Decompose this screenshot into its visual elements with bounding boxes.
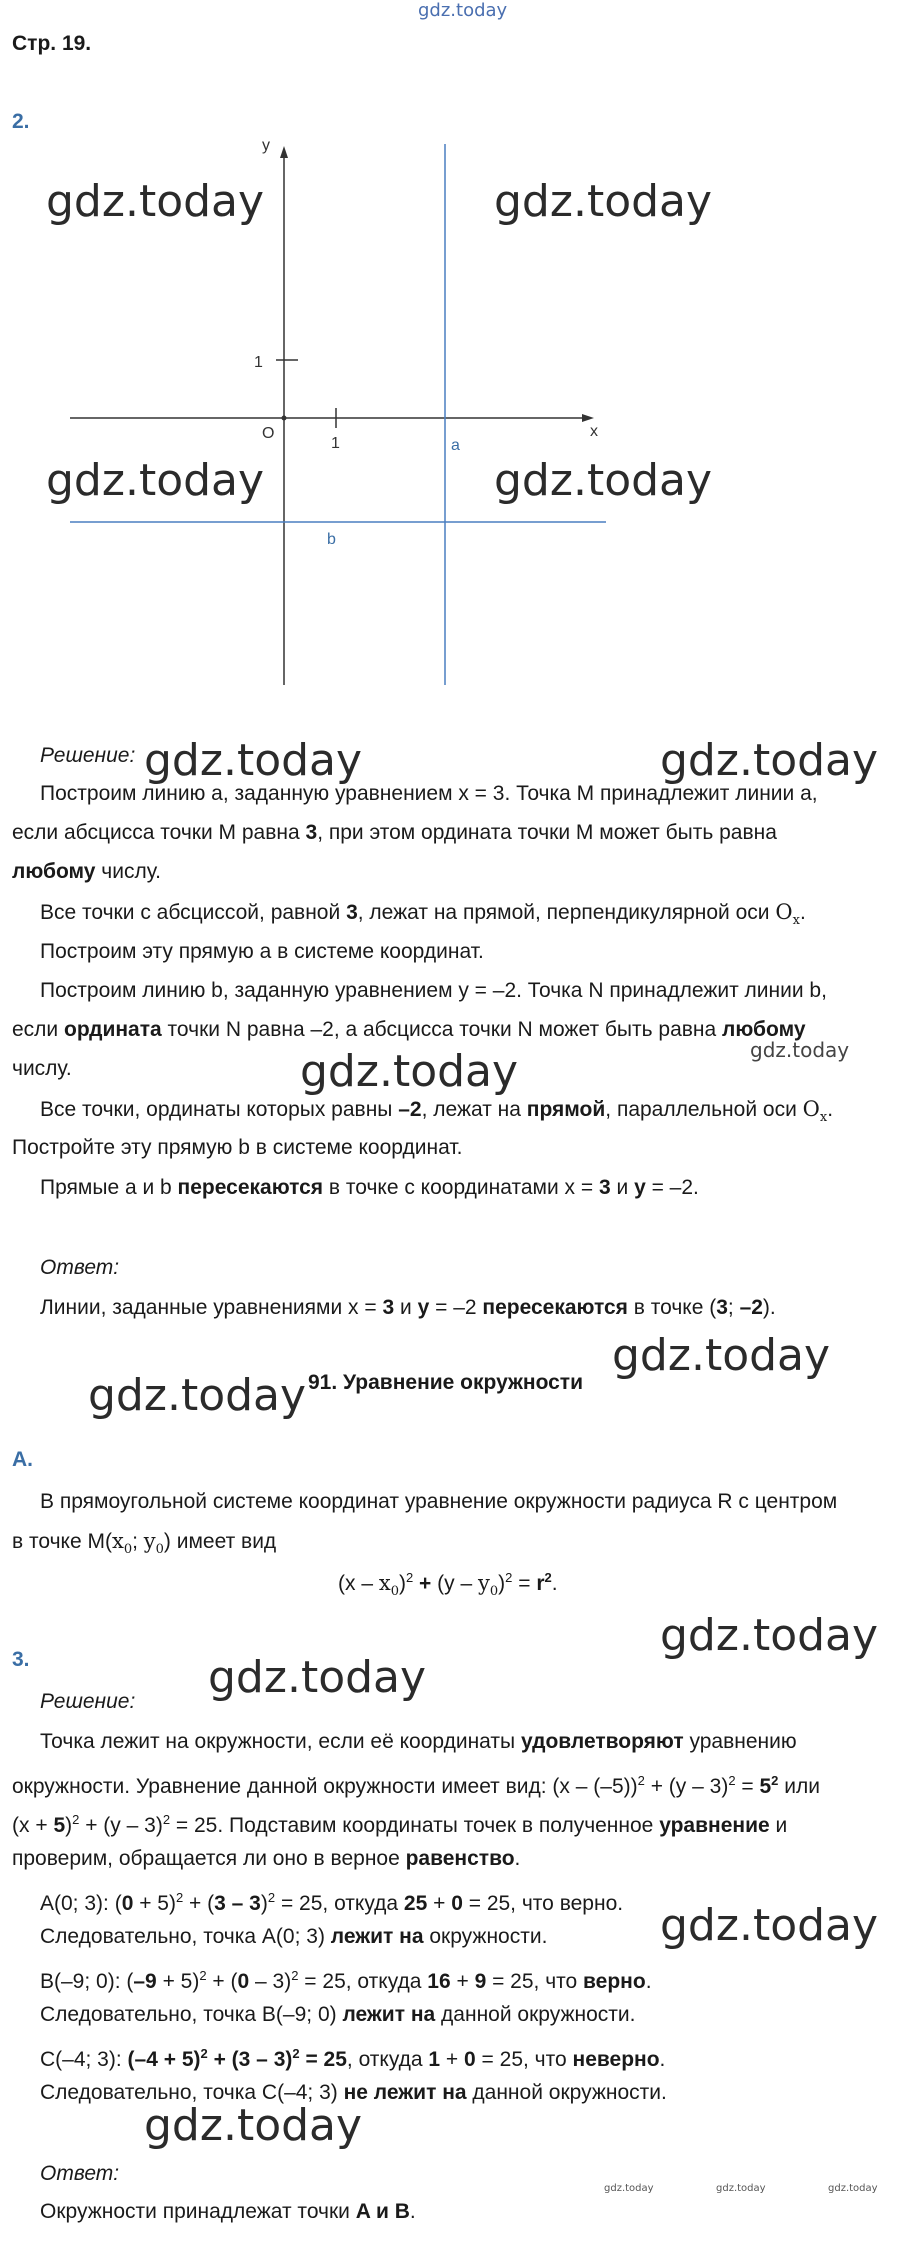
watermark: gdz.today (88, 1370, 307, 1421)
t3-point-b-result: Следовательно, точка B(–9; 0) лежит на данной окружности. (40, 2003, 636, 2026)
t2-para1-line1: Построим линию a, заданную уравнением x = 3. Точка M принадлежит линии a, (40, 782, 818, 805)
x-axis-arrow (582, 414, 594, 422)
watermark: gdz.today (46, 176, 265, 227)
t2-para5: Все точки, ординаты которых равны –2, лежат на прямой, параллельной оси $O_x$. (40, 1097, 834, 1126)
task-a-number: A. (12, 1448, 33, 1471)
t2-para4-line1: Построим линию b, заданную уравнением y = –2. Точка N принадлежит линии b, (40, 979, 827, 1002)
page-label: Стр. 19. (12, 32, 92, 55)
t2-para4-line3: числу. (12, 1057, 72, 1080)
watermark: gdz.today (604, 2183, 654, 2194)
origin-point (282, 416, 287, 421)
t3-line4: проверим, обращается ли оно в верное равенство. (12, 1847, 521, 1870)
watermark: gdz.today (208, 1652, 427, 1703)
t3-line1: Точка лежит на окружности, если её координаты удовлетворяют уравнению (40, 1730, 797, 1753)
task-3-number: 3. (12, 1648, 30, 1671)
circle-formula: $(x - x_0)^2 + (y - y_0)^2 = r^2$. (338, 1570, 558, 1600)
answer-label: Ответ: (40, 1256, 120, 1279)
t2-para4-line2: если ордината точки N равна –2, а абсцисса точки N может быть равна любому (12, 1018, 806, 1041)
watermark: gdz.today (144, 735, 363, 786)
line-a-label: a (451, 437, 460, 454)
watermark: gdz.today (660, 1610, 879, 1661)
t3-point-c-check: C(–4; 3): $(-4 + 5)^2 + (3 - 3)^2 = 25$, откуда 1 + 0 = 25, что неверно. (40, 2046, 666, 2071)
t2-answer: Линии, заданные уравнениями x = 3 и y = –2 пересекаются в точке (3; –2). (40, 1296, 776, 1319)
t2-para2: Все точки с абсциссой, равной 3, лежат на прямой, перпендикулярной оси $O_x$. (40, 900, 806, 929)
line-b-label: b (327, 531, 336, 548)
t2-para7: Прямые a и b пересекаются в точке с координатами x = 3 и y = –2. (40, 1176, 699, 1199)
watermark: gdz.today (750, 1038, 850, 1062)
task-2-number: 2. (12, 110, 30, 133)
t3-line2: окружности. Уравнение данной окружности имеет вид: $(x - (-5))^2 + (y - 3)^2 = 5^2$ или (12, 1773, 820, 1798)
y-axis-arrow (280, 146, 288, 158)
watermark: gdz.today (144, 2100, 363, 2151)
y-axis-label: y (262, 137, 270, 154)
t3-point-c-result: Следовательно, точка C(–4; 3) не лежит на данной окружности. (40, 2081, 667, 2104)
t3-answer: Окружности принадлежат точки A и B. (40, 2200, 416, 2223)
ta-line2: в точке $M(x_0$; $y_0$) имеет вид (12, 1529, 277, 1558)
watermark: gdz.today (494, 455, 713, 506)
t3-solution-label: Решение: (40, 1690, 136, 1713)
watermark: gdz.today (300, 1046, 519, 1097)
t2-para3: Построим эту прямую a в системе координат. (40, 940, 484, 963)
t3-point-a-result: Следовательно, точка A(0; 3) лежит на окружности. (40, 1925, 548, 1948)
t3-point-a-check: A(0; 3): $(0 + 5)^2 + (3 - 3)^2 = 25$, откуда 25 + 0 = 25, что верно. (40, 1890, 624, 1915)
top-watermark: gdz.today (418, 0, 508, 21)
watermark: gdz.today (612, 1330, 831, 1381)
t3-line3: $(x + 5)^2 + (y - 3)^2 = 25$. Подставим координаты точек в полученное уравнение и (12, 1812, 788, 1837)
t2-para1-line2: если абсцисса точки M равна 3, при этом ордината точки M может быть равна (12, 821, 777, 844)
x-one-label: 1 (331, 435, 340, 452)
t3-answer-label: Ответ: (40, 2162, 120, 2185)
ta-line1: В прямоугольной системе координат уравнение окружности радиуса R с центром (40, 1490, 838, 1513)
solution-label: Решение: (40, 744, 136, 767)
t3-point-b-check: B(–9; 0): $(-9 + 5)^2 + (0 - 3)^2 = 25$, откуда 16 + 9 = 25, что верно. (40, 1968, 652, 1993)
t2-para1-line3: любому числу. (12, 860, 161, 883)
watermark: gdz.today (828, 2183, 878, 2194)
watermark: gdz.today (46, 455, 265, 506)
t2-para6: Постройте эту прямую b в системе координат. (12, 1136, 463, 1159)
section-title: 91. Уравнение окружности (308, 1371, 583, 1394)
x-axis-label: x (590, 423, 598, 440)
y-one-label: 1 (254, 354, 263, 371)
watermark: gdz.today (716, 2183, 766, 2194)
watermark: gdz.today (660, 1900, 879, 1951)
watermark: gdz.today (660, 735, 879, 786)
watermark: gdz.today (494, 176, 713, 227)
origin-label: O (262, 425, 275, 442)
